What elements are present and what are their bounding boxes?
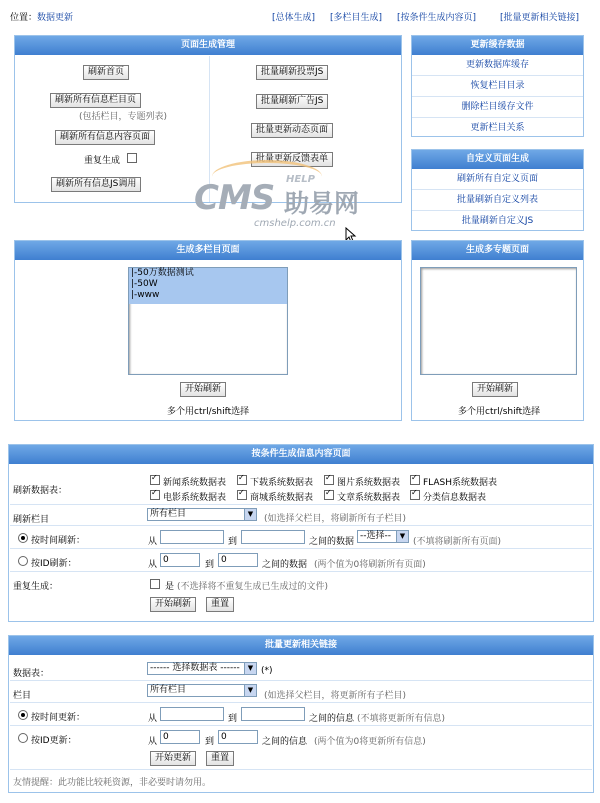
multi-column-title: 生成多栏目页面	[15, 241, 401, 260]
links-start-button[interactable]: 开始更新	[150, 751, 196, 766]
row-divider	[10, 571, 592, 572]
time-note: (不填将刷新所有页面)	[413, 537, 502, 547]
watermark-logo	[190, 168, 400, 238]
cache-item-relation[interactable]	[412, 118, 583, 138]
links-id-from-label: 从	[148, 737, 158, 747]
table-checkbox[interactable]	[324, 475, 334, 485]
topic-listbox[interactable]	[420, 267, 577, 375]
update-by-time-radio[interactable]	[18, 710, 28, 720]
repeat-gen-label: 重复生成：	[13, 582, 59, 592]
conditional-gen-title: 按条件生成信息内容页面	[9, 445, 593, 464]
custom-panel	[411, 149, 584, 231]
id-between-label: 之间的数据	[262, 560, 308, 570]
table-checkbox[interactable]	[237, 490, 247, 500]
column-listbox[interactable]	[128, 267, 288, 375]
location-label: 位置：	[10, 13, 38, 23]
table-checkbox[interactable]	[150, 475, 160, 485]
refresh-by-time-radio[interactable]	[18, 533, 28, 543]
links-time-to-label: 到	[228, 714, 238, 724]
table-checkbox[interactable]	[410, 475, 420, 485]
time-between-label: 之间的数据	[309, 537, 355, 547]
id-from-label: 从	[148, 560, 158, 570]
time-field-value: --选择--	[360, 531, 391, 541]
row-divider	[10, 680, 592, 681]
link-batch-update-links[interactable]: [批量更新相关链接]	[500, 13, 580, 23]
watermark-help: HELP	[286, 174, 315, 185]
batch-links-panel	[8, 635, 594, 793]
batch-ad-js-button[interactable]: 批量刷新广告JS	[256, 94, 328, 109]
refresh-js-button[interactable]: 刷新所有信息JS调用	[51, 177, 141, 192]
table-checkbox[interactable]	[237, 475, 247, 485]
link-conditional-content-gen[interactable]: [按条件生成内容页]	[397, 13, 477, 23]
row-divider	[10, 548, 592, 549]
id-from-input[interactable]: 0	[160, 553, 200, 567]
time-to-input[interactable]	[241, 530, 305, 544]
friendly-tip: 友情提醒：此功能比较耗资源，非必要时请勿用。	[13, 778, 212, 788]
cache-item-delete[interactable]	[412, 97, 583, 118]
repeat-yes-label: 是	[165, 582, 175, 592]
repeat-gen-checkbox[interactable]	[150, 579, 160, 589]
multi-column-hint: 多个用ctrl/shift选择	[167, 407, 250, 417]
column-option[interactable]: |-50万数据测试	[129, 268, 287, 279]
location-link[interactable]: 数据更新	[37, 13, 74, 23]
table-name: 新闻系统数据表	[163, 478, 227, 488]
chevron-down-icon: ▼	[396, 531, 408, 542]
table-checkbox[interactable]	[150, 490, 160, 500]
custom-item-js[interactable]	[412, 211, 583, 231]
links-table-label: 数据表：	[13, 669, 50, 679]
links-time-from-input[interactable]	[160, 707, 224, 721]
links-id-between-label: 之间的信息	[262, 737, 308, 747]
table-name: 图片系统数据表	[337, 478, 401, 488]
location-bar	[10, 10, 73, 23]
update-by-id-radio[interactable]	[18, 733, 28, 743]
multi-column-panel	[14, 240, 402, 421]
custom-item-lists-link[interactable]: 批量刷新自定义列表	[456, 195, 538, 205]
multi-topic-panel	[411, 240, 584, 421]
custom-item-js-link[interactable]: 批量刷新自定义JS	[461, 216, 534, 226]
links-reset-button[interactable]: 重置	[206, 751, 234, 766]
refresh-column-value: 所有栏目	[150, 509, 187, 519]
lists-note: (包括栏目，专题列表)	[79, 112, 168, 122]
chevron-down-icon: ▼	[244, 509, 256, 520]
column-option[interactable]: |-50W	[129, 279, 287, 290]
refresh-by-time-label: 按时间刷新：	[31, 536, 86, 546]
refresh-by-id-radio[interactable]	[18, 556, 28, 566]
update-by-time-label: 按时间更新：	[31, 713, 86, 723]
id-to-input[interactable]: 0	[218, 553, 258, 567]
links-time-to-input[interactable]	[241, 707, 305, 721]
row-divider	[10, 725, 592, 726]
links-id-from-input[interactable]: 0	[160, 730, 200, 744]
cache-item-restore[interactable]	[412, 76, 583, 97]
custom-item-pages[interactable]	[412, 169, 583, 190]
row-divider	[10, 769, 592, 770]
column-option[interactable]: |-www	[129, 290, 287, 301]
refresh-home-button[interactable]: 刷新首页	[83, 65, 129, 80]
refresh-column-select[interactable]	[147, 508, 257, 521]
custom-item-lists[interactable]	[412, 190, 583, 211]
links-table-value: ------ 选择数据表 ------	[150, 663, 240, 673]
links-time-note: (不填将更新所有信息)	[357, 714, 446, 724]
links-table-required: (*)	[261, 666, 273, 676]
row-divider	[10, 525, 592, 526]
links-column-value: 所有栏目	[150, 685, 187, 695]
repeat-gen-label: 重复生成	[84, 156, 121, 166]
link-multi-column-gen[interactable]: [多栏目生成]	[330, 13, 383, 23]
table-name: 电影系统数据表	[163, 493, 227, 503]
multi-column-start-button[interactable]: 开始刷新	[180, 382, 226, 397]
custom-title: 自定义页面生成	[412, 150, 583, 169]
cache-item-restore-link[interactable]: 恢复栏目目录	[470, 81, 525, 91]
row-divider	[10, 504, 592, 505]
row-divider	[10, 702, 592, 703]
links-column-label: 栏目	[13, 691, 32, 701]
links-id-to-label: 到	[205, 737, 215, 747]
table-checkbox[interactable]	[324, 490, 334, 500]
batch-vote-js-button[interactable]: 批量刷新投票JS	[256, 65, 328, 80]
cache-title: 更新缓存数据	[412, 36, 583, 55]
conditional-start-button[interactable]: 开始刷新	[150, 597, 196, 612]
refresh-column-label: 刷新栏目	[13, 515, 50, 525]
refresh-all-content-button[interactable]: 刷新所有信息内容页面	[55, 130, 155, 145]
refresh-all-lists-button[interactable]: 刷新所有信息栏目页	[50, 93, 141, 108]
time-from-input[interactable]	[160, 530, 224, 544]
custom-item-pages-link[interactable]: 刷新所有自定义页面	[456, 174, 538, 184]
conditional-gen-panel	[8, 444, 594, 622]
batch-dynamic-page-button[interactable]: 批量更新动态页面	[251, 123, 333, 138]
batch-feedback-button[interactable]: 批量更新反馈表单	[251, 152, 333, 167]
table-name: 商城系统数据表	[250, 493, 314, 503]
id-to-label: 到	[205, 560, 215, 570]
links-id-to-input[interactable]: 0	[218, 730, 258, 744]
time-from-label: 从	[148, 537, 158, 547]
cache-item-delete-link[interactable]: 删除栏目缓存文件	[461, 102, 534, 112]
repeat-gen-checkbox[interactable]	[127, 153, 137, 163]
batch-links-title: 批量更新相关链接	[9, 636, 593, 655]
table-name: FLASH系统数据表	[423, 478, 498, 488]
multi-topic-start-button[interactable]: 开始刷新	[472, 382, 518, 397]
links-time-from-label: 从	[148, 714, 158, 724]
conditional-reset-button[interactable]: 重置	[206, 597, 234, 612]
table-checkbox[interactable]	[410, 490, 420, 500]
links-column-note: (如选择父栏目，将更新所有子栏目)	[264, 691, 407, 701]
time-to-label: 到	[228, 537, 238, 547]
repeat-note: (不选择将不重复生成已生成过的文件)	[177, 582, 329, 592]
links-time-between-label: 之间的信息	[309, 714, 355, 724]
table-name: 分类信息数据表	[423, 493, 487, 503]
cache-panel	[411, 35, 584, 137]
cache-item-relation-link[interactable]: 更新栏目关系	[470, 123, 525, 133]
watermark-cn: 助易网	[284, 189, 360, 218]
page-gen-title: 页面生成管理	[15, 36, 401, 55]
refresh-by-id-label: 按ID刷新：	[31, 559, 77, 569]
watermark-brand: CMS	[194, 178, 275, 218]
chevron-down-icon: ▼	[244, 685, 256, 696]
cache-item-db-link[interactable]: 更新数据库缓存	[465, 60, 529, 70]
table-name: 下载系统数据表	[250, 478, 314, 488]
tables-label: 刷新数据表：	[13, 486, 68, 496]
chevron-down-icon: ▼	[244, 663, 256, 674]
links-column-select[interactable]	[147, 684, 257, 697]
table-name: 文章系统数据表	[337, 493, 401, 503]
refresh-column-note: (如选择父栏目，将刷新所有子栏目)	[264, 514, 407, 524]
cache-item-db[interactable]	[412, 55, 583, 76]
update-by-id-label: 按ID更新：	[31, 736, 77, 746]
link-overall-gen[interactable]: [总体生成]	[272, 13, 316, 23]
watermark-url: cmshelp.com.cn	[254, 218, 336, 229]
links-table-select[interactable]	[147, 662, 257, 675]
multi-topic-hint: 多个用ctrl/shift选择	[458, 407, 541, 417]
links-id-note: (两个值为0将更新所有信息)	[314, 737, 426, 747]
multi-topic-title: 生成多专题页面	[412, 241, 583, 260]
time-field-select[interactable]	[357, 530, 409, 543]
id-note: (两个值为0将刷新所有页面)	[314, 560, 426, 570]
